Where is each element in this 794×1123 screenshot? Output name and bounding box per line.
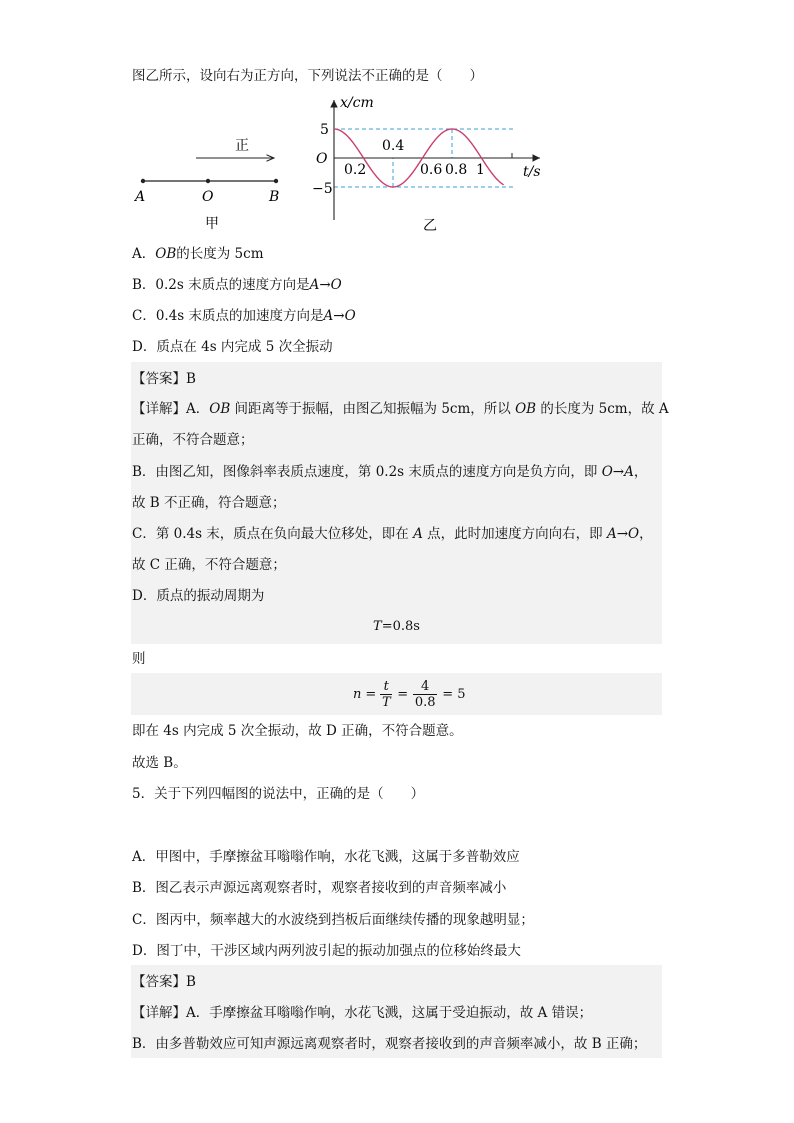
q5-option-b: B．图乙表示声源远离观察者时，观察者接收到的声音频率减小 [132,880,507,896]
q4-option-a: A．OB的长度为 5cm [132,246,264,262]
q4-detail-d-line2: 即在 4s 内完成 5 次全振动，故 D 正确，不符合题意。 [132,723,463,739]
q5-detail-line2: B．由多普勒效应可知声源远离观察者时，观察者接收到的声音频率减小，故 B 正确； [132,1036,647,1052]
y-tick-minus5: −5 [312,181,333,197]
q5-option-c: C．图丙中，频率越大的水波绕到挡板后面继续传播的现象越明显； [132,912,534,928]
figure-yi [310,92,560,237]
point-a-label: A [135,189,146,205]
q4-stem: 图乙所示，设向右为正方向，下列说法不正确的是（ ） [132,68,483,84]
x-tick-0-2: 0.2 [344,162,367,178]
q5-stem: 5．关于下列四幅图的说法中，正确的是（ ） [132,786,425,802]
q4-detail-c-line2: 故 C 正确，不符合题意； [132,557,286,573]
positive-label: 正 [235,138,249,154]
q5-option-d: D．图丁中，干涉区域内两列波引起的振动加强点的位移始终最大 [132,943,521,959]
q5-option-a: A．甲图中，手摩擦盆耳嗡嗡作响，水花飞溅，这属于多普勒效应 [132,849,520,865]
q4-detail-d-line1: D．质点的振动周期为 [132,588,265,604]
y-axis-label: x/cm [340,95,374,111]
q4-option-d: D．质点在 4s 内完成 5 次全振动 [132,339,333,355]
caption-jia: 甲 [205,216,219,232]
x-tick-0-4: 0.4 [382,138,405,154]
origin-label: O [316,151,328,167]
figure-jia [130,130,300,235]
period-equation: T=0.8s [373,619,420,634]
y-tick-5: 5 [320,122,329,138]
x-tick-0-6: 0.6 [420,162,443,178]
caption-yi: 乙 [423,218,437,234]
q4-answer: 【答案】B [132,371,196,387]
q4-conclusion: 故选 B。 [132,755,187,771]
x-tick-1: 1 [476,162,485,178]
x-tick-0-8: 0.8 [445,162,468,178]
point-o-dot [206,179,210,183]
point-b-label: B [269,189,280,205]
q4-detail-a-line1: 【详解】A．OB 间距离等于振幅，由图乙知振幅为 5cm，所以 OB 的长度为 5cm，故 A [132,401,669,417]
q4-option-b: B．0.2s 末质点的速度方向是A→O [132,277,342,293]
point-a-dot [141,179,145,183]
ze-text: 则 [132,651,146,667]
x-axis-label: t/s [523,164,541,180]
point-o-label: O [202,189,214,205]
q5-answer: 【答案】B [132,974,196,990]
n-formula: n = t T = 4 0.8 = 5 [353,678,466,710]
q4-detail-c-line1: C．第 0.4s 末，质点在负向最大位移处，即在 A 点，此时加速度方向向右，即 A→O， [132,526,653,542]
q4-option-c: C．0.4s 末质点的加速度方向是A→O [132,308,356,324]
q4-detail-b-line1: B．由图乙知，图像斜率表质点速度，第 0.2s 末质点的速度方向是负方向，即 O→A， [132,464,648,480]
q4-detail-a-line2: 正确，不符合题意； [132,432,254,448]
point-b-dot [274,179,278,183]
q5-detail-line1: 【详解】A．手摩擦盆耳嗡嗡作响，水花飞溅，这属于受迫振动，故 A 错误； [132,1005,593,1021]
q4-detail-b-line2: 故 B 不正确，符合题意； [132,495,286,511]
